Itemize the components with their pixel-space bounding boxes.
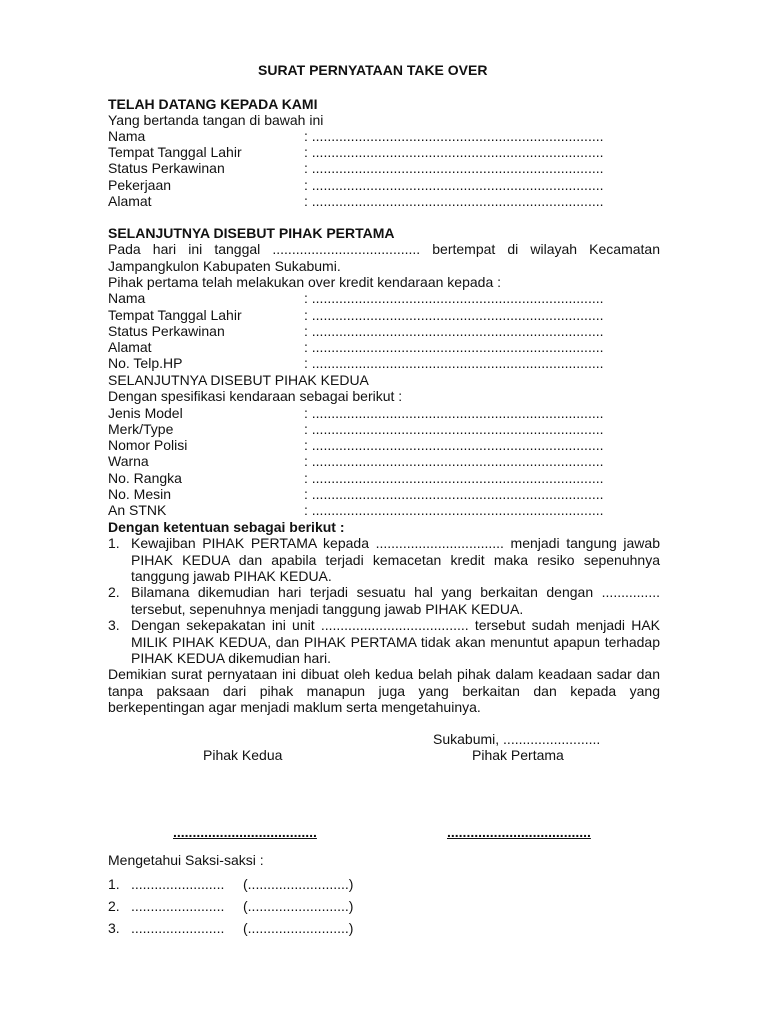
field-label: No. Telp.HP	[108, 355, 183, 371]
field-label: Status Perkawinan	[108, 160, 225, 176]
field-value: : ...........................................................................	[304, 160, 604, 176]
term-text: Kewajiban PIHAK PERTAMA kepada ................................. menjadi tangung jawab PIHAK KEDUA dan apabila terjadi kemacetan kredit maka resiko sepenuhnya tanggung jawab PIHAK KEDUA.	[131, 535, 660, 584]
section2-line2: Jampangkulon Kabupaten Sukabumi.	[108, 258, 341, 274]
section1-heading: TELAH DATANG KEPADA KAMI	[108, 96, 318, 112]
field-value: : ...........................................................................	[304, 339, 604, 355]
field-value: : ...........................................................................	[304, 405, 604, 421]
witness-signature-dots: (..........................)	[243, 920, 354, 936]
witness-name-dots: ........................	[131, 920, 225, 936]
field-value: : ...........................................................................	[304, 421, 604, 437]
field-label: Warna	[108, 453, 149, 469]
field-label: Tempat Tanggal Lahir	[108, 307, 242, 323]
field-value: : ...........................................................................	[304, 193, 604, 209]
field-label: Nama	[108, 290, 146, 306]
field-label: Status Perkawinan	[108, 323, 225, 339]
witness-number: 2.	[108, 898, 120, 914]
left-party-label: Pihak Kedua	[203, 747, 283, 763]
section3-intro: Dengan spesifikasi kendaraan sebagai berikut :	[108, 388, 403, 404]
field-value: : ...........................................................................	[304, 128, 604, 144]
field-label: No. Mesin	[108, 486, 172, 502]
term-number: 1.	[108, 535, 120, 551]
field-label: Nomor Polisi	[108, 437, 188, 453]
term-text: Bilamana dikemudian hari terjadi sesuatu hal yang berkaitan dengan ............... tersebut, sepenuhnya menjadi tanggung jawab PIHAK KEDUA.	[131, 584, 660, 617]
section2-heading: SELANJUTNYA DISEBUT PIHAK PERTAMA	[108, 225, 395, 241]
field-value: : ...........................................................................	[304, 470, 604, 486]
right-party-label: Pihak Pertama	[472, 747, 564, 763]
field-value: : ...........................................................................	[304, 323, 604, 339]
term-text: Dengan sekepakatan ini unit ...................................... tersebut sudah menjadi HAK MILIK PIHAK KEDUA, dan PIHAK PERTAMA tidak akan menuntut apapun terhadap PIHAK KEDUA dikemudian hari.	[131, 617, 660, 666]
field-label: Alamat	[108, 339, 152, 355]
field-label: Alamat	[108, 193, 152, 209]
field-label: Nama	[108, 128, 146, 144]
place-date: Sukabumi, .........................	[433, 731, 601, 747]
field-value: : ...........................................................................	[304, 290, 604, 306]
terms-heading: Dengan ketentuan sebagai berikut :	[108, 519, 345, 535]
field-value: : ...........................................................................	[304, 144, 604, 160]
witness-number: 1.	[108, 876, 120, 892]
field-value: : ...........................................................................	[304, 355, 604, 371]
field-value: : ...........................................................................	[304, 486, 604, 502]
witness-signature-dots: (..........................)	[243, 898, 354, 914]
document-title: SURAT PERNYATAAN TAKE OVER	[258, 62, 488, 78]
section3-heading: SELANJUTNYA DISEBUT PIHAK KEDUA	[108, 372, 369, 388]
field-value: : ...........................................................................	[304, 502, 604, 518]
witness-name-dots: ........................	[131, 898, 225, 914]
field-value: : ...........................................................................	[304, 307, 604, 323]
term-number: 3.	[108, 617, 120, 633]
field-value: : ...........................................................................	[304, 177, 604, 193]
section1-intro: Yang bertanda tangan di bawah ini	[108, 112, 324, 128]
closing-paragraph: Demikian surat pernyataan ini dibuat oleh kedua belah pihak dalam keadaan sadar dan tanpa paksaan dari pihak manapun juga yang berkaitan dan kepada yang berkepentingan agar menjadi maklum serta mengetahuinya.	[108, 666, 660, 715]
left-signature-line: .....................................	[173, 824, 317, 840]
term-number: 2.	[108, 584, 120, 600]
witness-number: 3.	[108, 920, 120, 936]
section2-line3: Pihak pertama telah melakukan over kredit kendaraan kepada :	[108, 274, 502, 290]
witness-name-dots: ........................	[131, 876, 225, 892]
right-signature-line: .....................................	[447, 824, 591, 840]
field-value: : ...........................................................................	[304, 437, 604, 453]
field-label: Tempat Tanggal Lahir	[108, 144, 242, 160]
witness-signature-dots: (..........................)	[243, 876, 354, 892]
field-label: An STNK	[108, 502, 167, 518]
field-value: : ...........................................................................	[304, 453, 604, 469]
field-label: Pekerjaan	[108, 177, 172, 193]
field-label: Jenis Model	[108, 405, 183, 421]
witnesses-heading: Mengetahui Saksi-saksi :	[108, 852, 264, 868]
field-label: No. Rangka	[108, 470, 182, 486]
section2-line1: Pada hari ini tanggal ...................................... bertempat di wilayah Kecamatan	[108, 241, 660, 257]
field-label: Merk/Type	[108, 421, 174, 437]
